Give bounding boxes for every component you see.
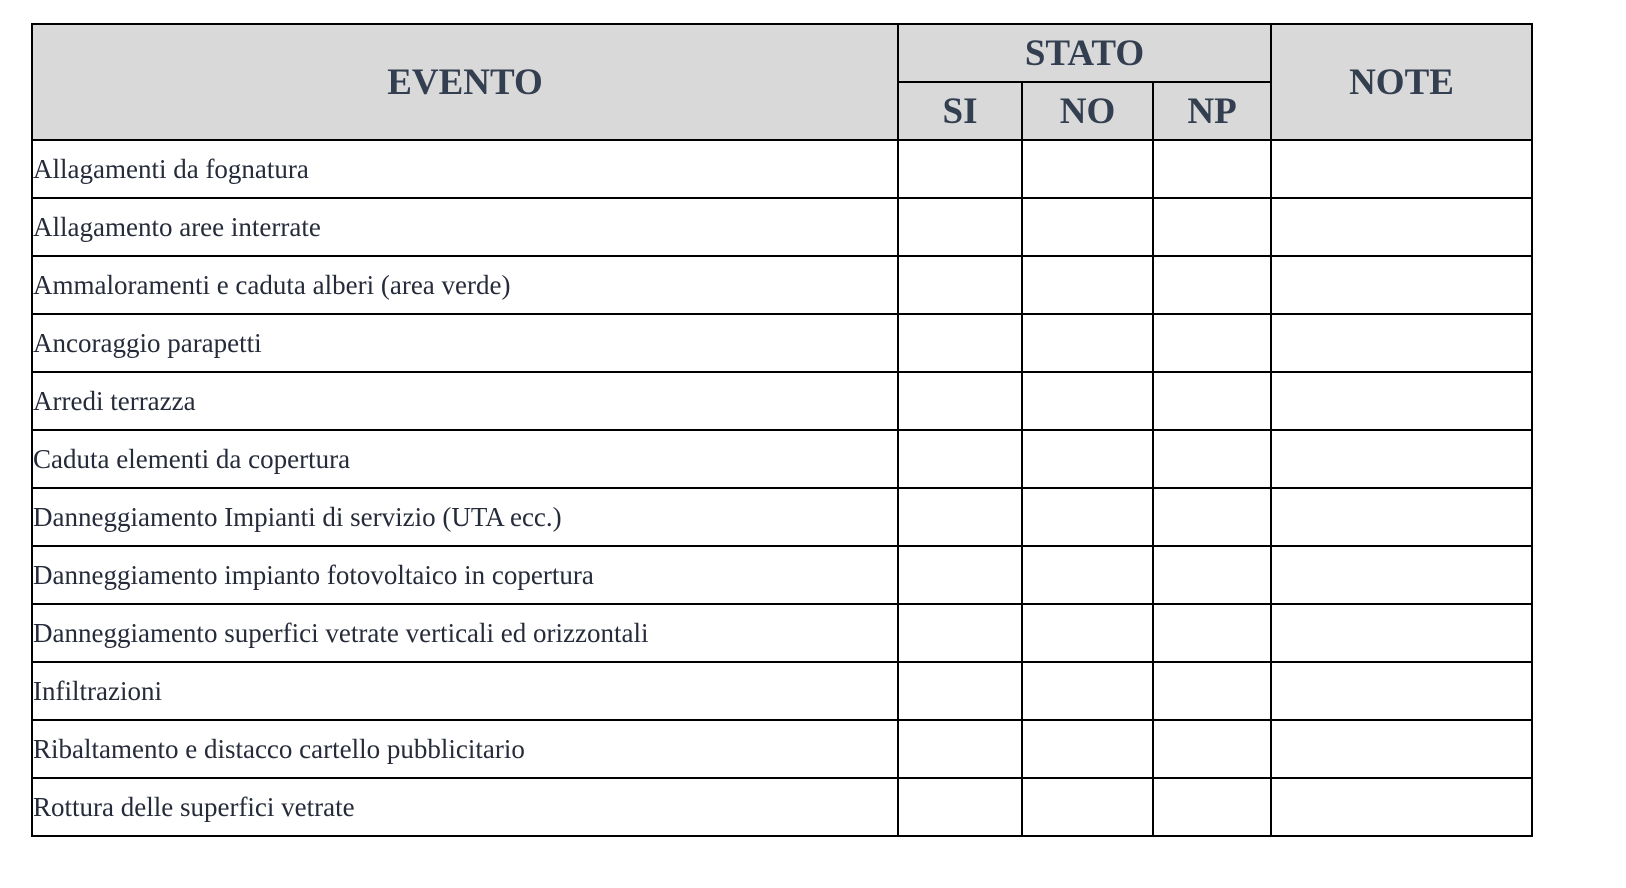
np-cell[interactable] bbox=[1153, 720, 1271, 778]
table-row bbox=[32, 198, 1532, 256]
header-no: NO bbox=[1022, 82, 1153, 140]
note-cell[interactable] bbox=[1271, 372, 1532, 430]
event-cell: Danneggiamento superfici vetrate verticali ed orizzontali bbox=[32, 604, 898, 662]
si-cell[interactable] bbox=[898, 198, 1022, 256]
no-cell[interactable] bbox=[1022, 604, 1153, 662]
np-cell[interactable] bbox=[1153, 604, 1271, 662]
np-cell[interactable] bbox=[1153, 372, 1271, 430]
no-cell[interactable] bbox=[1022, 488, 1153, 546]
table-row bbox=[32, 140, 1532, 198]
table-row bbox=[32, 604, 1532, 662]
si-cell[interactable] bbox=[898, 604, 1022, 662]
table-row bbox=[32, 546, 1532, 604]
note-cell[interactable] bbox=[1271, 662, 1532, 720]
event-cell: Infiltrazioni bbox=[32, 662, 898, 720]
np-cell[interactable] bbox=[1153, 256, 1271, 314]
header-evento: EVENTO bbox=[32, 24, 898, 140]
event-cell: Arredi terrazza bbox=[32, 372, 898, 430]
table-row bbox=[32, 778, 1532, 836]
no-cell[interactable] bbox=[1022, 314, 1153, 372]
si-cell[interactable] bbox=[898, 372, 1022, 430]
header-note: NOTE bbox=[1271, 24, 1532, 140]
si-cell[interactable] bbox=[898, 140, 1022, 198]
np-cell[interactable] bbox=[1153, 778, 1271, 836]
table-row bbox=[32, 314, 1532, 372]
header-si: SI bbox=[898, 82, 1022, 140]
si-cell[interactable] bbox=[898, 662, 1022, 720]
event-cell: Ancoraggio parapetti bbox=[32, 314, 898, 372]
event-status-table bbox=[31, 23, 1533, 837]
si-cell[interactable] bbox=[898, 720, 1022, 778]
note-cell[interactable] bbox=[1271, 198, 1532, 256]
np-cell[interactable] bbox=[1153, 662, 1271, 720]
table-row bbox=[32, 488, 1532, 546]
si-cell[interactable] bbox=[898, 430, 1022, 488]
event-cell: Rottura delle superfici vetrate bbox=[32, 778, 898, 836]
event-cell: Danneggiamento Impianti di servizio (UTA ecc.) bbox=[32, 488, 898, 546]
no-cell[interactable] bbox=[1022, 256, 1153, 314]
si-cell[interactable] bbox=[898, 488, 1022, 546]
si-cell[interactable] bbox=[898, 778, 1022, 836]
np-cell[interactable] bbox=[1153, 314, 1271, 372]
table-row bbox=[32, 372, 1532, 430]
table-row bbox=[32, 430, 1532, 488]
event-cell: Caduta elementi da copertura bbox=[32, 430, 898, 488]
note-cell[interactable] bbox=[1271, 546, 1532, 604]
np-cell[interactable] bbox=[1153, 488, 1271, 546]
note-cell[interactable] bbox=[1271, 720, 1532, 778]
note-cell[interactable] bbox=[1271, 604, 1532, 662]
note-cell[interactable] bbox=[1271, 430, 1532, 488]
event-cell: Ribaltamento e distacco cartello pubblicitario bbox=[32, 720, 898, 778]
note-cell[interactable] bbox=[1271, 778, 1532, 836]
note-cell[interactable] bbox=[1271, 140, 1532, 198]
note-cell[interactable] bbox=[1271, 314, 1532, 372]
header-np: NP bbox=[1153, 82, 1271, 140]
no-cell[interactable] bbox=[1022, 430, 1153, 488]
event-cell: Ammaloramenti e caduta alberi (area verde) bbox=[32, 256, 898, 314]
table-row bbox=[32, 720, 1532, 778]
np-cell[interactable] bbox=[1153, 430, 1271, 488]
table-row bbox=[32, 662, 1532, 720]
event-cell: Danneggiamento impianto fotovoltaico in copertura bbox=[32, 546, 898, 604]
table-row bbox=[32, 256, 1532, 314]
no-cell[interactable] bbox=[1022, 546, 1153, 604]
event-cell: Allagamenti da fognatura bbox=[32, 140, 898, 198]
no-cell[interactable] bbox=[1022, 778, 1153, 836]
np-cell[interactable] bbox=[1153, 546, 1271, 604]
event-cell: Allagamento aree interrate bbox=[32, 198, 898, 256]
si-cell[interactable] bbox=[898, 256, 1022, 314]
si-cell[interactable] bbox=[898, 546, 1022, 604]
si-cell[interactable] bbox=[898, 314, 1022, 372]
header-stato: STATO bbox=[898, 24, 1271, 82]
no-cell[interactable] bbox=[1022, 198, 1153, 256]
np-cell[interactable] bbox=[1153, 198, 1271, 256]
no-cell[interactable] bbox=[1022, 720, 1153, 778]
no-cell[interactable] bbox=[1022, 372, 1153, 430]
note-cell[interactable] bbox=[1271, 488, 1532, 546]
np-cell[interactable] bbox=[1153, 140, 1271, 198]
no-cell[interactable] bbox=[1022, 140, 1153, 198]
note-cell[interactable] bbox=[1271, 256, 1532, 314]
no-cell[interactable] bbox=[1022, 662, 1153, 720]
